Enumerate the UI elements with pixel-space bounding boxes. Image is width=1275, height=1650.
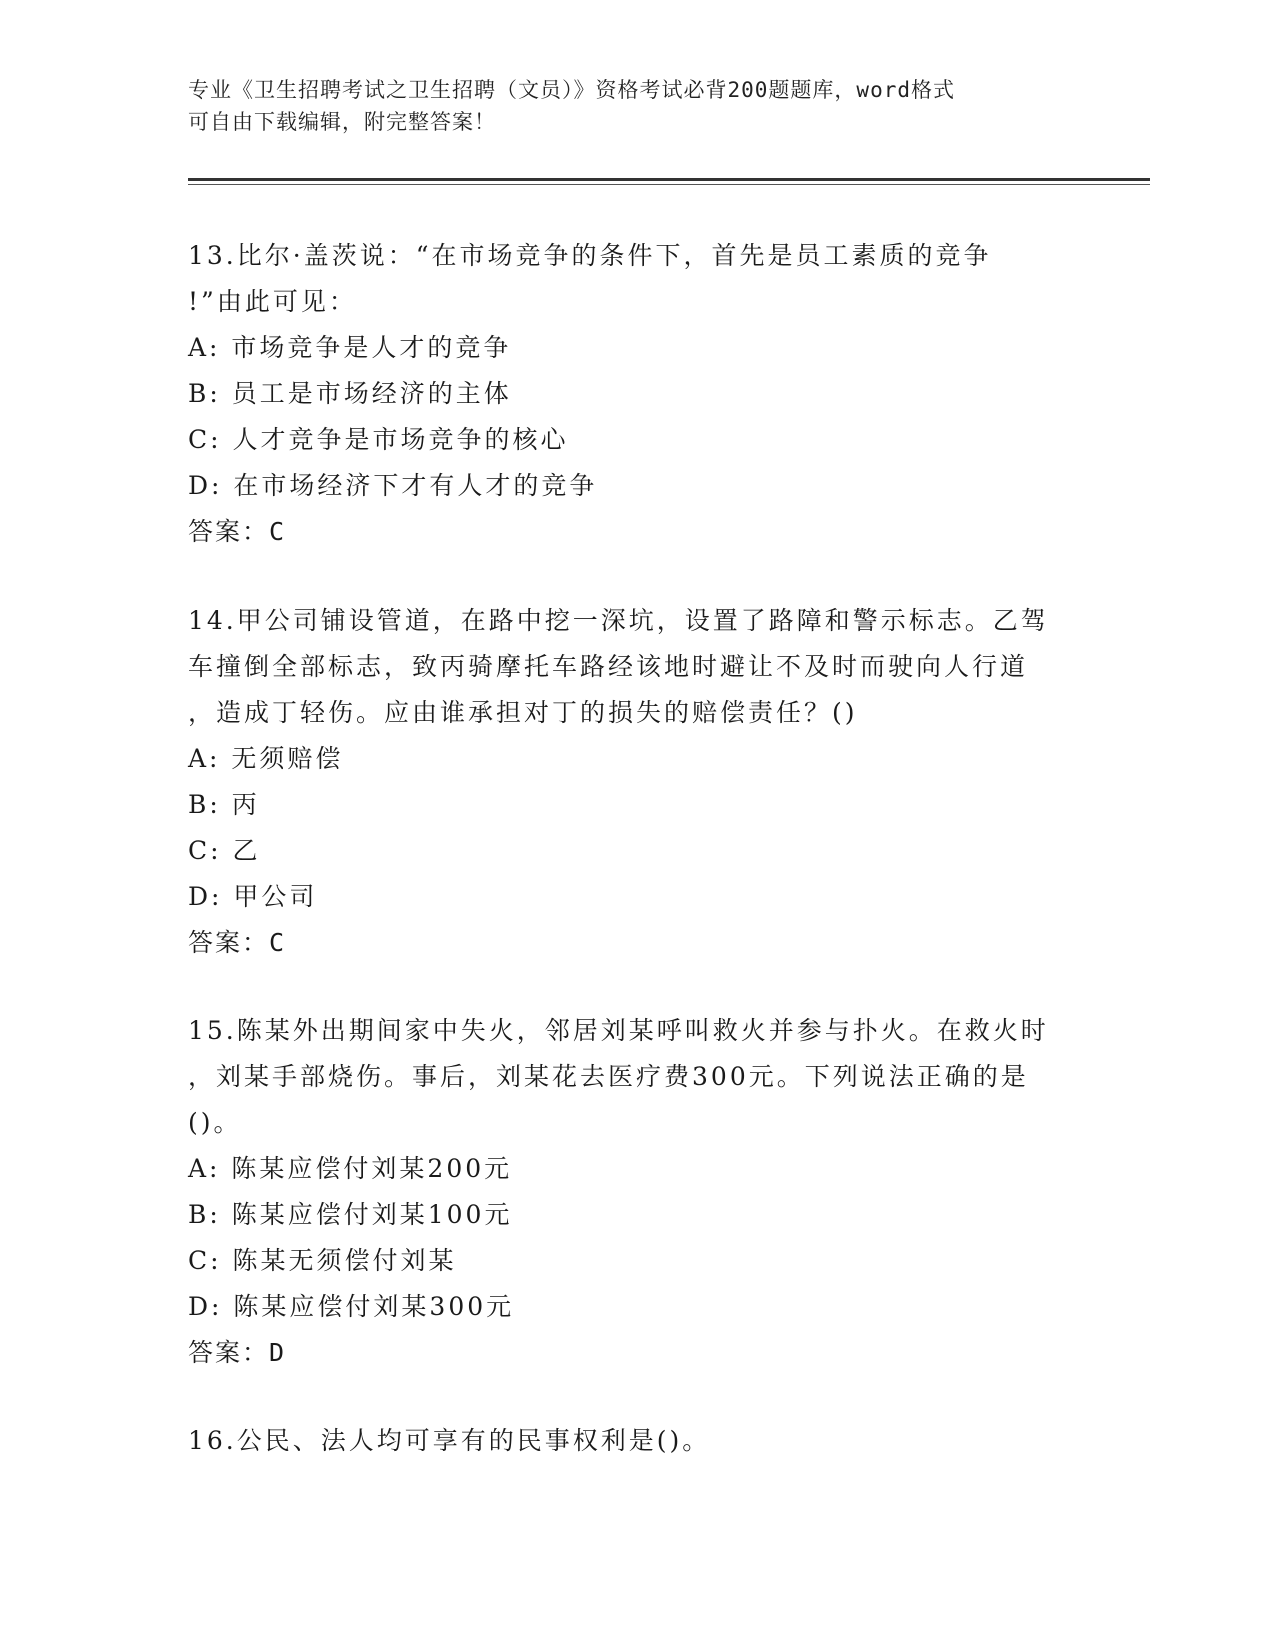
option-d: D: 甲公司 (188, 882, 318, 911)
answer-line: 答案：D (188, 1338, 287, 1367)
header-divider-thin (188, 184, 1150, 185)
option-a: A: 陈某应偿付刘某200元 (188, 1154, 513, 1183)
option-b: B: 陈某应偿付刘某100元 (188, 1200, 513, 1229)
header-divider-thick (188, 178, 1150, 181)
question-15 (188, 1008, 1088, 1376)
option-d: D: 在市场经济下才有人才的竞争 (188, 471, 598, 500)
question-16 (188, 1418, 1088, 1464)
question-text-line: !”由此可见： (188, 287, 357, 316)
answer-line: 答案：C (188, 517, 287, 546)
question-14 (188, 598, 1088, 966)
question-text-line: 13.比尔·盖茨说：“在市场竞争的条件下，首先是员工素质的竞争 (188, 241, 992, 270)
option-a: A: 市场竞争是人才的竞争 (188, 333, 512, 362)
header-line-1: 专业《卫生招聘考试之卫生招聘（文员）》资格考试必背200题题库，word格式 (188, 78, 955, 102)
question-13 (188, 233, 1088, 555)
option-c: C: 乙 (188, 836, 261, 865)
question-text-line: 16.公民、法人均可享有的民事权利是()。 (188, 1426, 711, 1455)
question-text-line: ，刘某手部烧伤。事后，刘某花去医疗费300元。下列说法正确的是 (188, 1062, 1029, 1091)
question-text-line: 14.甲公司铺设管道，在路中挖一深坑，设置了路障和警示标志。乙驾 (188, 606, 1049, 635)
question-text-line: ()。 (188, 1108, 242, 1137)
header-line-2: 可自由下载编辑，附完整答案！ (188, 110, 496, 134)
option-b: B: 员工是市场经济的主体 (188, 379, 512, 408)
question-text-line: 15.陈某外出期间家中失火，邻居刘某呼叫救火并参与扑火。在救火时 (188, 1016, 1049, 1045)
question-text-line: ，造成丁轻伤。应由谁承担对丁的损失的赔偿责任？() (188, 698, 858, 727)
answer-line: 答案：C (188, 928, 287, 957)
option-a: A: 无须赔偿 (188, 744, 344, 773)
question-text-line: 车撞倒全部标志，致丙骑摩托车路经该地时避让不及时而驶向人行道 (188, 652, 1029, 681)
document-header (188, 74, 1088, 138)
option-c: C: 人才竞争是市场竞争的核心 (188, 425, 569, 454)
option-c: C: 陈某无须偿付刘某 (188, 1246, 457, 1275)
option-d: D: 陈某应偿付刘某300元 (188, 1292, 515, 1321)
option-b: B: 丙 (188, 790, 260, 819)
